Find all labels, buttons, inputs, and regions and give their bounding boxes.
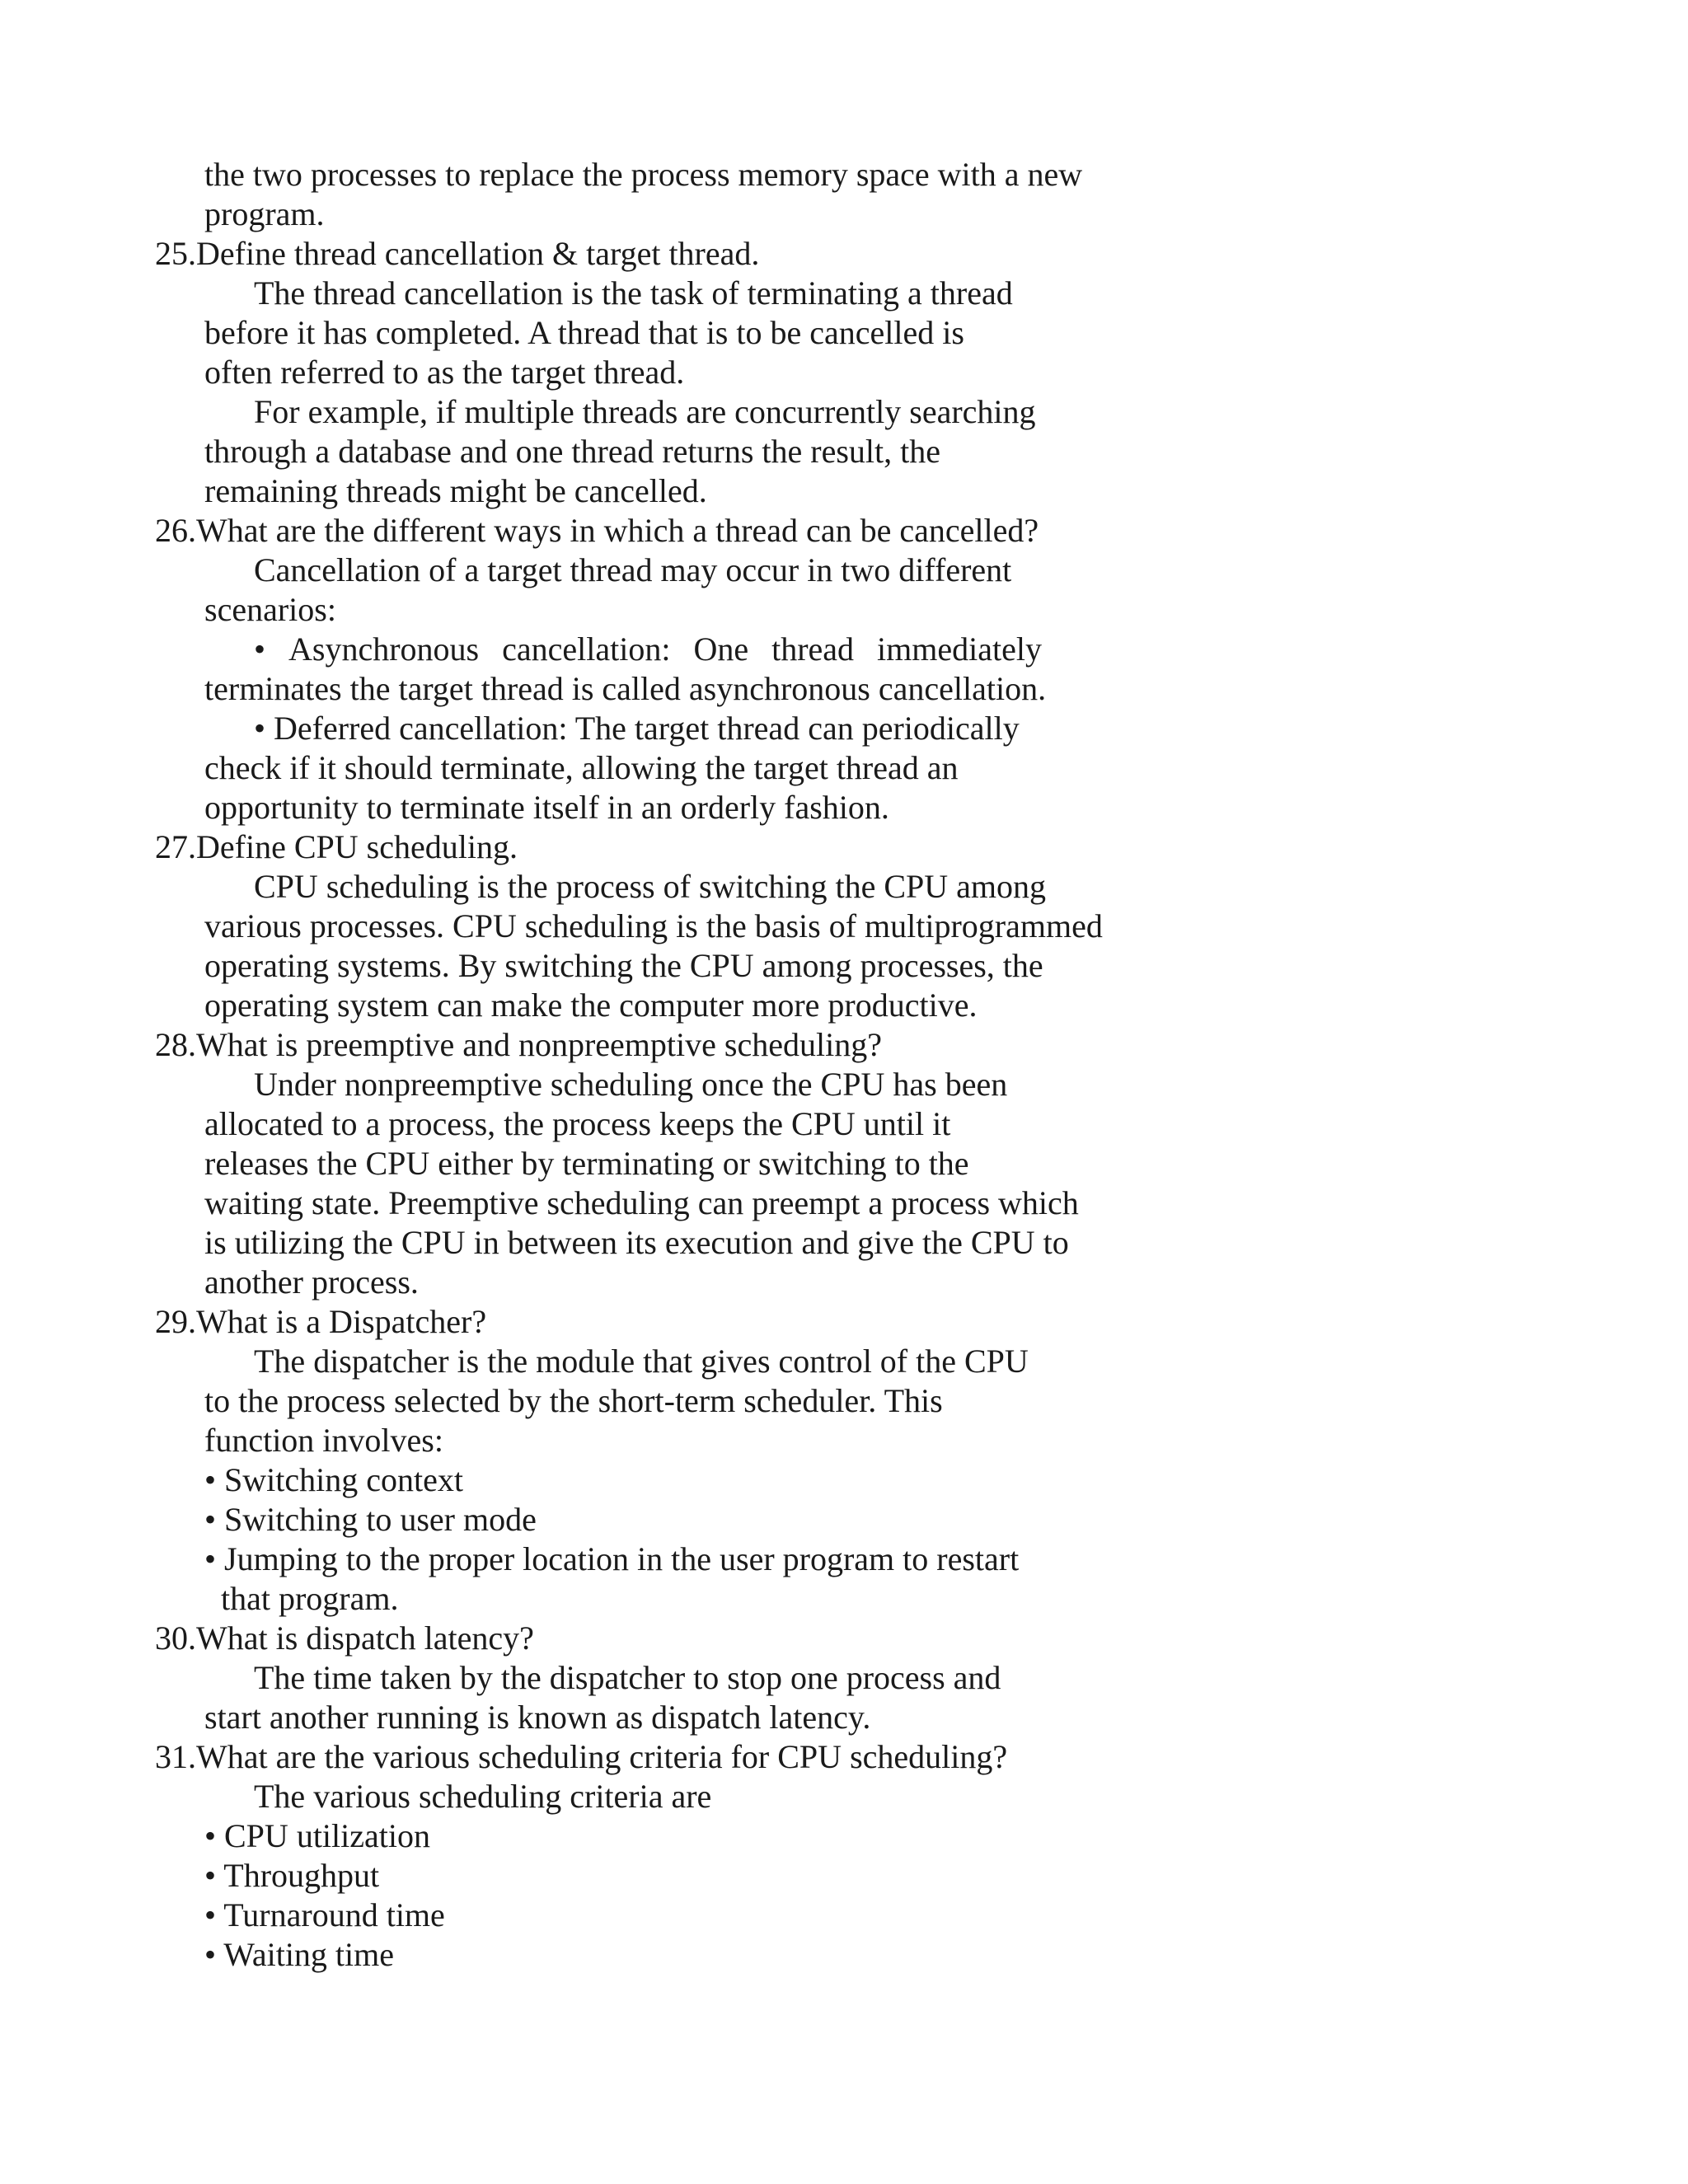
question-heading: 31.What are the various scheduling criteria for CPU scheduling? [155,1738,1008,1775]
question-heading: 26.What are the different ways in which a thread can be cancelled? [155,512,1039,549]
text-line: The dispatcher is the module that gives control of the CPU [254,1343,1029,1380]
text-line: The thread cancellation is the task of terminating a thread [254,274,1013,312]
text-line: allocated to a process, the process keeps the CPU until it [204,1105,951,1142]
text-line: releases the CPU either by terminating or switching to the [204,1145,969,1182]
bullet-item: • Throughput [204,1857,380,1894]
question-heading: 30.What is dispatch latency? [155,1619,534,1657]
text-line: the two processes to replace the process memory space with a new [204,156,1083,193]
question-heading: 28.What is preemptive and nonpreemptive scheduling? [155,1026,882,1063]
question-heading: 27.Define CPU scheduling. [155,828,518,865]
text-line: opportunity to terminate itself in an orderly fashion. [204,789,889,826]
text-line: remaining threads might be cancelled. [204,472,707,509]
text-line: through a database and one thread returns the result, the [204,433,941,470]
question-heading: 25.Define thread cancellation & target thread. [155,235,760,272]
text-line: The time taken by the dispatcher to stop one process and [254,1659,1001,1696]
text-line: that program. [221,1580,399,1617]
text-line: program. [204,195,325,232]
text-line: before it has completed. A thread that is to be cancelled is [204,314,964,351]
text-line: waiting state. Preemptive scheduling can preempt a process which [204,1184,1079,1221]
text-line: another process. [204,1263,419,1301]
question-heading: 29.What is a Dispatcher? [155,1303,487,1340]
bullet-item: • Deferred cancellation: The target thread can periodically [254,710,1020,747]
word: Asynchronous [288,630,480,668]
text-line: operating systems. By switching the CPU among processes, the [204,947,1043,984]
text-line: terminates the target thread is called asynchronous cancellation. [204,670,1047,707]
text-line: CPU scheduling is the process of switching the CPU among [254,868,1047,905]
text-line: For example, if multiple threads are concurrently searching [254,393,1036,430]
bullet-item: • Switching to user mode [204,1501,537,1538]
text-line: The various scheduling criteria are [254,1778,712,1815]
text-line: to the process selected by the short-term scheduler. This [204,1382,943,1419]
bullet-glyph: • [254,630,266,668]
word: thread [771,630,855,668]
text-line: Cancellation of a target thread may occur in two different [254,551,1012,588]
bullet-item: • Jumping to the proper location in the user program to restart [204,1540,1020,1577]
bullet-item: • Waiting time [204,1936,395,1973]
word: One [693,630,749,668]
text-line: often referred to as the target thread. [204,354,685,391]
text-line: is utilizing the CPU in between its execution and give the CPU to [204,1224,1069,1261]
text-line: function involves: [204,1422,443,1459]
text-line: operating system can make the computer more productive. [204,987,978,1024]
text-line: scenarios: [204,591,336,628]
bullet-item: • Turnaround time [204,1896,445,1933]
word: cancellation: [502,630,671,668]
bullet-item: • Switching context [204,1461,463,1498]
text-line: check if it should terminate, allowing the target thread an [204,749,959,786]
bullet-item: • CPU utilization [204,1817,431,1854]
text-line: various processes. CPU scheduling is the basis of multiprogrammed [204,907,1103,944]
word: immediately [877,630,1042,668]
text-line: Under nonpreemptive scheduling once the CPU has been [254,1066,1008,1103]
justified-text-line [254,630,1042,669]
text-line: start another running is known as dispatch latency. [204,1699,871,1736]
